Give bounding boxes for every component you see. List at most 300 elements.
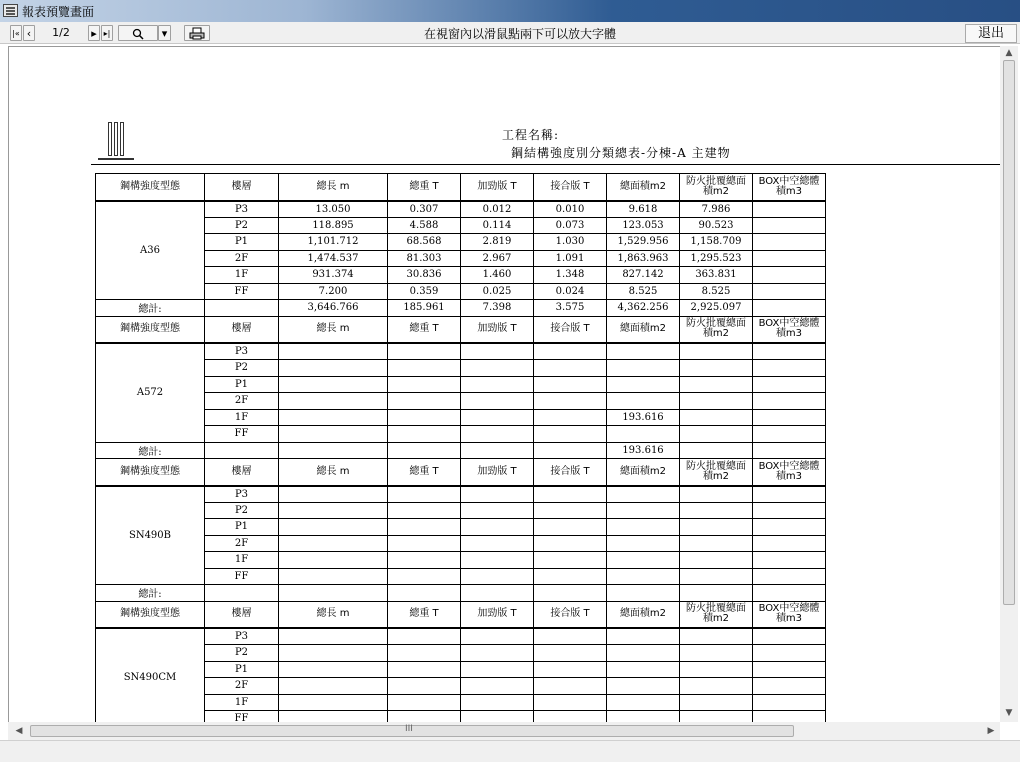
floor-cell: P3 [205,343,279,360]
value-cell [461,711,534,723]
total-value-cell: 3.575 [534,300,607,317]
column-header: 防火批覆總面積m2 [680,459,753,486]
value-cell [607,661,680,678]
value-cell [753,502,826,519]
first-page-button[interactable]: |« [10,25,22,41]
value-cell [753,568,826,585]
title-bar [0,0,1020,22]
value-cell: 1.348 [534,267,607,284]
value-cell [388,694,461,711]
toolbar-hint: 在視窗內以滑鼠點兩下可以放大字體 [423,27,616,41]
total-value-cell [279,442,388,459]
value-cell: 7.200 [279,283,388,300]
total-value-cell [680,442,753,459]
value-cell [461,694,534,711]
window-title: 報表預覽畫面 [22,5,95,19]
value-cell [388,552,461,569]
value-cell: 1.030 [534,234,607,251]
value-cell: 4.588 [388,217,461,234]
value-cell [753,535,826,552]
page-indicator: 1/2 [52,26,70,39]
total-value-cell [753,300,826,317]
value-cell: 118.895 [279,217,388,234]
value-cell [680,519,753,536]
column-header: 總重 T [388,316,461,343]
column-header: BOX中空總體積m3 [753,601,826,628]
steel-grade-cell: SN490B [96,486,205,585]
value-cell [753,711,826,723]
value-cell [607,360,680,377]
scroll-left-icon[interactable]: ◀ [15,726,23,736]
prev-page-button[interactable]: ‹ [23,25,35,41]
value-cell [534,678,607,695]
column-header: 鋼構強度型態 [96,601,205,628]
table-row [96,628,826,645]
value-cell [607,711,680,723]
value-cell: 0.073 [534,217,607,234]
value-cell [388,393,461,410]
total-value-cell [388,442,461,459]
total-value-cell [279,585,388,602]
value-cell [607,568,680,585]
value-cell [461,661,534,678]
floor-cell: FF [205,426,279,443]
app-icon [3,4,18,17]
value-cell [279,568,388,585]
total-row [96,442,826,459]
value-cell [388,678,461,695]
value-cell [680,678,753,695]
floor-cell: 1F [205,694,279,711]
search-icon [132,28,144,40]
column-header: 加勁版 T [461,601,534,628]
value-cell [388,519,461,536]
value-cell [753,234,826,251]
value-cell: 123.053 [607,217,680,234]
column-header: 總面積m2 [607,601,680,628]
value-cell [388,568,461,585]
value-cell: 827.142 [607,267,680,284]
value-cell [534,645,607,662]
value-cell [388,628,461,645]
value-cell [753,360,826,377]
value-cell [680,409,753,426]
value-cell [461,376,534,393]
floor-cell: FF [205,711,279,723]
value-cell [753,267,826,284]
value-cell [534,552,607,569]
value-cell [534,628,607,645]
floor-cell: P2 [205,217,279,234]
total-value-cell: 3,646.766 [279,300,388,317]
total-row [96,585,826,602]
column-header: 接合版 T [534,601,607,628]
value-cell [607,502,680,519]
total-value-cell [534,442,607,459]
value-cell [205,442,279,459]
value-cell [680,486,753,503]
value-cell: 0.114 [461,217,534,234]
table-row [96,426,826,443]
value-cell [534,568,607,585]
floor-cell: 1F [205,267,279,284]
value-cell [680,393,753,410]
print-button[interactable] [184,25,210,41]
scroll-down-icon[interactable]: ▼ [1005,708,1013,718]
table-row [96,343,826,360]
floor-cell: P3 [205,201,279,218]
table-row [96,645,826,662]
value-cell: 2.819 [461,234,534,251]
value-cell [753,217,826,234]
steel-grade-cell: SN490CM [96,628,205,722]
last-page-button[interactable]: ▸| [101,25,113,41]
toolbar [0,22,1020,44]
value-cell: 0.024 [534,283,607,300]
value-cell [534,711,607,723]
scroll-up-icon[interactable]: ▲ [1005,48,1013,58]
floor-cell: P2 [205,502,279,519]
value-cell [534,661,607,678]
column-header: 總長 m [279,174,388,201]
value-cell: 9.618 [607,201,680,218]
value-cell [534,393,607,410]
floor-cell: P3 [205,628,279,645]
column-header: 接合版 T [534,459,607,486]
value-cell: 0.307 [388,201,461,218]
value-cell: 90.523 [680,217,753,234]
column-header: 樓層 [205,174,279,201]
value-cell [607,535,680,552]
table-row [96,568,826,585]
value-cell [279,409,388,426]
value-cell [279,360,388,377]
vertical-scrollbar[interactable] [1000,46,1018,722]
value-cell [279,645,388,662]
value-cell [388,343,461,360]
horizontal-scroll-thumb[interactable] [30,725,794,737]
column-header: 防火批覆總面積m2 [680,601,753,628]
column-header: 總重 T [388,459,461,486]
value-cell [279,711,388,723]
value-cell [607,519,680,536]
value-cell [461,360,534,377]
table-row [96,409,826,426]
table-header-row [96,459,826,486]
value-cell: 7.986 [680,201,753,218]
value-cell [753,409,826,426]
column-header: BOX中空總體積m3 [753,174,826,201]
value-cell [279,694,388,711]
floor-cell: FF [205,568,279,585]
value-cell [279,426,388,443]
column-header: 加勁版 T [461,316,534,343]
value-cell [279,535,388,552]
value-cell [461,409,534,426]
value-cell [279,502,388,519]
total-label: 總計: [96,585,205,602]
value-cell [388,376,461,393]
exit-button[interactable]: 退出 [965,24,1017,43]
table-row [96,502,826,519]
value-cell [388,645,461,662]
floor-cell: 2F [205,393,279,410]
value-cell [753,426,826,443]
steel-grade-cell: A572 [96,343,205,442]
value-cell [680,376,753,393]
table-row [96,234,826,251]
value-cell [753,393,826,410]
report-title: 鋼結構強度別分類總表-分棟-A 主建物 [511,146,731,160]
value-cell [461,393,534,410]
table-row [96,250,826,267]
table-row [96,217,826,234]
table-row [96,711,826,723]
value-cell: 931.374 [279,267,388,284]
value-cell [680,360,753,377]
table-row [96,376,826,393]
value-cell: 0.359 [388,283,461,300]
value-cell [461,343,534,360]
scroll-grip: III [405,724,413,734]
value-cell [461,486,534,503]
value-cell [607,678,680,695]
floor-cell: P2 [205,360,279,377]
floor-cell: 1F [205,552,279,569]
column-header: 總重 T [388,601,461,628]
value-cell [534,360,607,377]
value-cell [680,343,753,360]
column-header: 接合版 T [534,316,607,343]
value-cell [279,678,388,695]
value-cell [680,711,753,723]
column-header: 樓層 [205,316,279,343]
value-cell [607,628,680,645]
value-cell [680,645,753,662]
value-cell [461,628,534,645]
value-cell: 1,529.956 [607,234,680,251]
value-cell [534,426,607,443]
report-viewport[interactable] [8,46,1000,722]
value-cell: 363.831 [680,267,753,284]
report-table [95,173,826,722]
building-logo-icon [98,120,134,160]
column-header: 加勁版 T [461,174,534,201]
value-cell [205,300,279,317]
column-header: 鋼構強度型態 [96,174,205,201]
project-label: 工程名稱: [502,128,560,142]
floor-cell: P1 [205,519,279,536]
total-value-cell [753,585,826,602]
value-cell [534,343,607,360]
value-cell [607,694,680,711]
column-header: BOX中空總體積m3 [753,459,826,486]
value-cell [461,678,534,695]
table-row [96,661,826,678]
value-cell [680,628,753,645]
column-header: 總重 T [388,174,461,201]
total-value-cell [534,585,607,602]
column-header: BOX中空總體積m3 [753,316,826,343]
column-header: 鋼構強度型態 [96,459,205,486]
total-value-cell: 185.961 [388,300,461,317]
value-cell [753,250,826,267]
value-cell [461,535,534,552]
value-cell [534,376,607,393]
value-cell: 68.568 [388,234,461,251]
value-cell [461,568,534,585]
column-header: 總長 m [279,459,388,486]
value-cell [279,552,388,569]
floor-cell: FF [205,283,279,300]
column-header: 樓層 [205,601,279,628]
value-cell [279,393,388,410]
table-row [96,267,826,284]
value-cell: 1,158.709 [680,234,753,251]
value-cell [534,409,607,426]
zoom-button[interactable] [118,25,158,41]
value-cell: 1,295.523 [680,250,753,267]
value-cell [388,360,461,377]
status-bar [0,740,1020,762]
table-header-row [96,316,826,343]
value-cell: 1.460 [461,267,534,284]
total-value-cell [607,585,680,602]
value-cell [753,661,826,678]
total-value-cell: 4,362.256 [607,300,680,317]
table-row [96,694,826,711]
value-cell [753,283,826,300]
value-cell: 0.012 [461,201,534,218]
table-row [96,678,826,695]
total-value-cell: 193.616 [607,442,680,459]
total-value-cell [680,585,753,602]
floor-cell: P1 [205,376,279,393]
floor-cell: P3 [205,486,279,503]
value-cell [680,568,753,585]
table-row [96,393,826,410]
total-value-cell: 2,925.097 [680,300,753,317]
value-cell [461,645,534,662]
total-value-cell [753,442,826,459]
table-header-row [96,601,826,628]
value-cell [205,585,279,602]
value-cell [388,426,461,443]
value-cell [607,426,680,443]
value-cell [607,486,680,503]
total-label: 總計: [96,300,205,317]
value-cell: 8.525 [680,283,753,300]
column-header: 總長 m [279,601,388,628]
value-cell [388,486,461,503]
total-value-cell: 7.398 [461,300,534,317]
floor-cell: 2F [205,250,279,267]
total-value-cell [461,585,534,602]
total-row [96,300,826,317]
zoom-dropdown-button[interactable]: ▾ [158,25,171,41]
table-row [96,283,826,300]
value-cell [279,519,388,536]
column-header: 防火批覆總面積m2 [680,316,753,343]
value-cell [607,343,680,360]
total-value-cell [388,585,461,602]
value-cell [753,201,826,218]
vertical-scroll-thumb[interactable] [1003,60,1015,605]
value-cell [388,661,461,678]
value-cell [388,711,461,723]
value-cell [753,645,826,662]
scroll-right-icon[interactable]: ▶ [987,726,995,736]
value-cell [753,678,826,695]
total-value-cell [461,442,534,459]
value-cell [461,519,534,536]
value-cell [279,486,388,503]
value-cell [279,376,388,393]
table-row [96,535,826,552]
value-cell [607,552,680,569]
floor-cell: 1F [205,409,279,426]
value-cell [680,535,753,552]
value-cell: 1,101.712 [279,234,388,251]
value-cell [279,343,388,360]
value-cell [753,376,826,393]
floor-cell: 2F [205,678,279,695]
column-header: 接合版 T [534,174,607,201]
value-cell [461,552,534,569]
table-header-row [96,174,826,201]
next-page-button[interactable]: ▸ [88,25,100,41]
print-icon [189,27,205,40]
floor-cell: P1 [205,661,279,678]
header-rule [91,164,1000,165]
value-cell [461,426,534,443]
value-cell [534,519,607,536]
value-cell: 8.525 [607,283,680,300]
value-cell: 193.616 [607,409,680,426]
column-header: 總面積m2 [607,316,680,343]
value-cell: 0.010 [534,201,607,218]
value-cell: 81.303 [388,250,461,267]
column-header: 鋼構強度型態 [96,316,205,343]
value-cell [534,502,607,519]
value-cell: 30.836 [388,267,461,284]
value-cell [279,661,388,678]
value-cell: 2.967 [461,250,534,267]
value-cell [753,343,826,360]
value-cell: 1.091 [534,250,607,267]
value-cell [607,645,680,662]
value-cell [534,694,607,711]
column-header: 總面積m2 [607,459,680,486]
horizontal-scrollbar[interactable] [8,722,1000,740]
table-row [96,360,826,377]
column-header: 總面積m2 [607,174,680,201]
value-cell [388,409,461,426]
table-row [96,519,826,536]
steel-grade-cell: A36 [96,201,205,300]
value-cell: 1,474.537 [279,250,388,267]
value-cell [680,661,753,678]
value-cell [753,552,826,569]
column-header: 防火批覆總面積m2 [680,174,753,201]
column-header: 總長 m [279,316,388,343]
table-row [96,201,826,218]
value-cell [680,694,753,711]
column-header: 樓層 [205,459,279,486]
value-cell [680,502,753,519]
value-cell [388,502,461,519]
value-cell [534,535,607,552]
